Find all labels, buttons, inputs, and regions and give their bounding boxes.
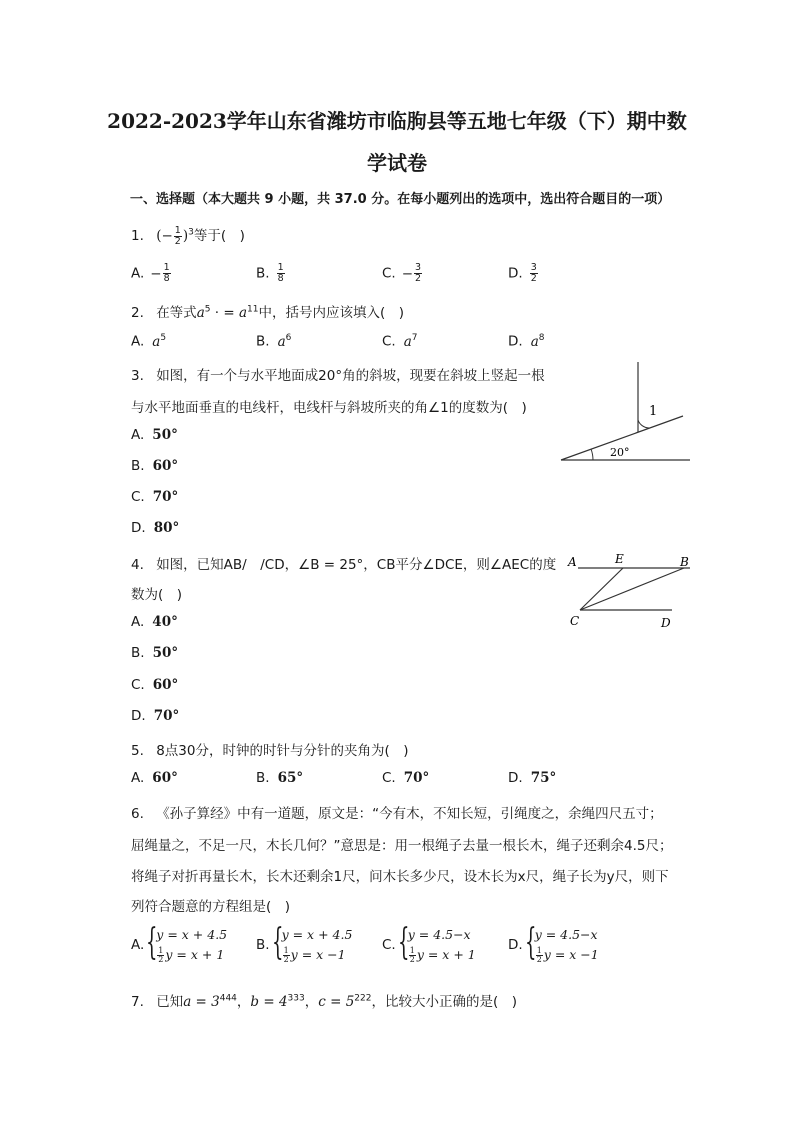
q7-ea: 444 [219,993,237,1004]
option-fraction [530,263,538,284]
q2-a1: a [196,305,205,321]
q2-text-b: 中，括号内应该填入( ) [258,305,405,321]
section-heading: 一、选择题（本大题共 9 小题，共 37.0 分。在每小题列出的选项中，选出符合题目的一项） [130,192,671,207]
q6-line-1: 《孙子算经》中有一道题，原文是：“今有木，不知长短，引绳度之，余绳四尺五寸； [156,806,663,822]
q1-option-a [131,263,172,284]
option-value: 70° [153,708,180,724]
q1-frac-denominator: 2 [174,235,181,247]
option-sign: − [401,265,414,282]
question-2 [131,301,404,321]
q2-e1: 5 [204,304,211,315]
q2-option-b [256,333,291,350]
option-denominator: 8 [277,273,284,284]
option-value: 80° [153,520,180,536]
option-label: A. [131,265,145,282]
question-3-line-1 [131,364,545,384]
q3-line-2: 与水平地面垂直的电线杆，电线杆与斜坡所夹的角∠1的度数为( ) [131,400,527,416]
q4-line-1: 如图，已知AB/ /CD，∠B = 25°，CB平分∠DCE，则∠AEC的度 [156,557,557,573]
q5-option-a [131,770,178,786]
option-numerator: 3 [530,262,537,273]
q1-exponent: 3 [188,227,194,238]
option-label: C. [382,937,396,953]
equation-row-2 [535,945,599,965]
q7-a: a = 3 [183,994,220,1010]
option-exponent: 8 [538,333,545,343]
q4-number: 4. [131,557,144,573]
option-label: D. [508,937,523,953]
q6-number: 6. [131,806,144,822]
option-label: A. [131,614,145,630]
half-numerator: 1 [409,946,415,955]
option-label: A. [131,427,145,443]
q4-figure [560,550,700,635]
option-base: a [277,333,286,350]
q4-label-c: C [570,614,580,628]
q4-label-d: D [661,616,671,630]
q4-label-e: E [615,552,624,566]
q7-text-b: ，比较大小正确的是( ) [371,994,518,1010]
option-sign: − [150,265,162,282]
q3-angle20-arc [591,449,593,460]
q6-line-4: 列符合题意的方程组是( ) [131,899,291,915]
equation-system [271,922,353,965]
q2-a2: a [238,305,248,321]
option-base: a [152,333,161,350]
option-label: C. [382,265,396,282]
option-label: B. [131,645,145,661]
option-label: B. [256,770,270,786]
equation-row-2-text: y = x + 1 [416,947,476,962]
brace-icon: { [146,922,158,963]
q2-option-a [131,333,166,350]
equation-row-2 [408,945,476,965]
q1-fraction [174,226,182,247]
q6-line-2: 屈绳量之，不足一尺，木长几何？”意思是：用一根绳子去量一根长木，绳子还剩余4.5尺； [131,838,673,854]
option-label: D. [508,770,523,786]
option-exponent: 6 [285,333,292,343]
q5-text: 8点30分，时钟的时针与分针的夹角为( ) [156,743,409,759]
q1-frac-numerator: 1 [174,224,181,236]
option-base: a [403,333,412,350]
brace-icon: { [271,922,284,963]
option-value: 70° [152,489,179,505]
q6-option-b [256,922,353,965]
option-label: C. [382,333,396,350]
option-label: A. [131,333,145,350]
q4-line-cb [580,568,684,610]
q1-tail: 等于( ) [193,228,245,244]
q3-number: 3. [131,368,144,384]
q3-angle1-label: 1 [649,404,658,419]
half-denominator: 2 [158,955,164,964]
q7-b: b = 4 [250,994,288,1010]
equation-row-1: y = x + 4.5 [281,927,353,942]
q4-line-ce [580,568,623,610]
option-value: 50° [152,645,179,661]
half-fraction [409,947,416,964]
q3-line-1: 如图，有一个与水平地面成20°角的斜坡，现要在斜坡上竖起一根 [156,368,545,384]
option-label: D. [508,265,523,282]
q6-option-a [131,922,228,965]
option-value: 60° [152,458,179,474]
q3-option-a [131,427,178,443]
q4-label-a: A [568,555,577,569]
q7-number: 7. [131,994,144,1010]
equation-row-2 [156,945,227,965]
option-fraction [414,263,422,284]
q6-option-c [382,922,476,965]
q7-c: c = 5 [318,994,355,1010]
half-fraction [536,947,543,964]
equation-system [397,922,476,965]
option-numerator: 1 [163,262,170,273]
option-label: C. [382,770,396,786]
half-fraction [157,947,164,964]
brace-icon: { [524,922,537,963]
option-label: C. [131,489,145,505]
option-exponent: 7 [411,333,418,343]
q7-text-a: 已知 [156,994,184,1010]
q7-eb: 333 [287,993,305,1004]
q5-option-d [508,770,556,786]
option-label: B. [256,937,270,953]
q4-option-b [131,645,178,661]
equation-row-2-text: y = x −1 [543,947,599,962]
q3-angle20-label: 20° [610,446,630,459]
q2-equals: = [223,305,239,321]
question-1 [131,224,245,247]
brace-icon: { [397,922,410,963]
q1-number: 1. [131,228,144,244]
option-numerator: 3 [415,262,422,273]
equation-row-1: y = x + 4.5 [156,927,228,942]
q3-option-b [131,458,178,474]
option-value: 60° [152,677,179,693]
q3-option-d [131,520,179,536]
half-denominator: 2 [409,955,415,964]
q3-option-c [131,489,178,505]
equation-system [524,922,599,965]
half-fraction [283,947,290,964]
option-denominator: 8 [163,273,170,284]
q4-option-d [131,708,179,724]
option-label: B. [256,265,270,282]
option-value: 50° [152,427,178,443]
q1-option-c [382,263,423,284]
option-label: D. [131,520,146,536]
q2-dot: · [210,305,224,321]
option-value: 70° [403,770,430,786]
equation-row-1: y = 4.5−x [407,927,471,942]
q4-option-a [131,614,178,630]
q5-option-c [382,770,429,786]
question-4-line-1 [131,553,556,573]
equation-row-1: y = 4.5−x [534,927,598,942]
option-label: A. [131,937,145,953]
q1-base-open: (− [156,228,173,244]
q2-number: 2. [131,305,144,321]
half-numerator: 1 [283,946,289,955]
option-denominator: 2 [530,273,537,284]
option-label: B. [256,333,270,350]
option-denominator: 2 [415,273,422,284]
half-numerator: 1 [158,946,164,955]
option-exponent: 5 [160,333,167,343]
option-label: D. [131,708,146,724]
option-label: A. [131,770,145,786]
option-value: 75° [530,770,557,786]
q1-option-d [508,263,539,284]
q1-base-close: ) [182,228,189,244]
option-fraction [277,263,285,284]
q3-angle1-arc [638,420,649,428]
equation-system [146,922,228,965]
option-base: a [530,333,539,350]
q1-option-b [256,263,286,284]
q4-line-2: 数为( ) [131,587,183,603]
half-numerator: 1 [536,946,542,955]
page-title-line-1: 2022-2023学年山东省潍坊市临朐县等五地七年级（下）期中数 [107,109,687,133]
option-label: D. [508,333,523,350]
q2-option-d [508,333,544,350]
q5-number: 5. [131,743,144,759]
q7-ec: 222 [354,993,372,1004]
q2-e2: 11 [247,304,259,315]
q4-option-c [131,677,178,693]
question-7: 7. 已知$a = 3^{444}$，$b = 4^{333}$，$c = 5^{222}$，比较大小正确的是( ) [131,993,518,1010]
option-value: 40° [152,614,178,630]
question-6-line-1 [131,802,663,822]
equation-row-2-text: y = x −1 [290,947,346,962]
half-denominator: 2 [283,955,289,964]
q3-figure [555,360,697,470]
half-denominator: 2 [536,955,542,964]
option-fraction [163,263,171,284]
option-label: C. [131,677,145,693]
option-numerator: 1 [277,262,284,273]
page-title-line-2: 学试卷 [367,151,427,175]
option-value: 65° [277,770,304,786]
equation-row-2-text: y = x + 1 [165,947,225,962]
q2-text-a: 在等式 [156,305,197,321]
option-label: B. [131,458,145,474]
q5-option-b [256,770,303,786]
question-5 [131,739,409,759]
q6-line-3: 将绳子对折再量长木，长木还剩余1尺，问木长多少尺，设木长为x尺，绳子长为y尺，则下 [131,869,669,885]
equation-row-2 [282,945,353,965]
option-value: 60° [152,770,178,786]
q4-label-b: B [680,555,689,569]
q6-option-d [508,922,599,965]
q2-option-c [382,333,418,350]
